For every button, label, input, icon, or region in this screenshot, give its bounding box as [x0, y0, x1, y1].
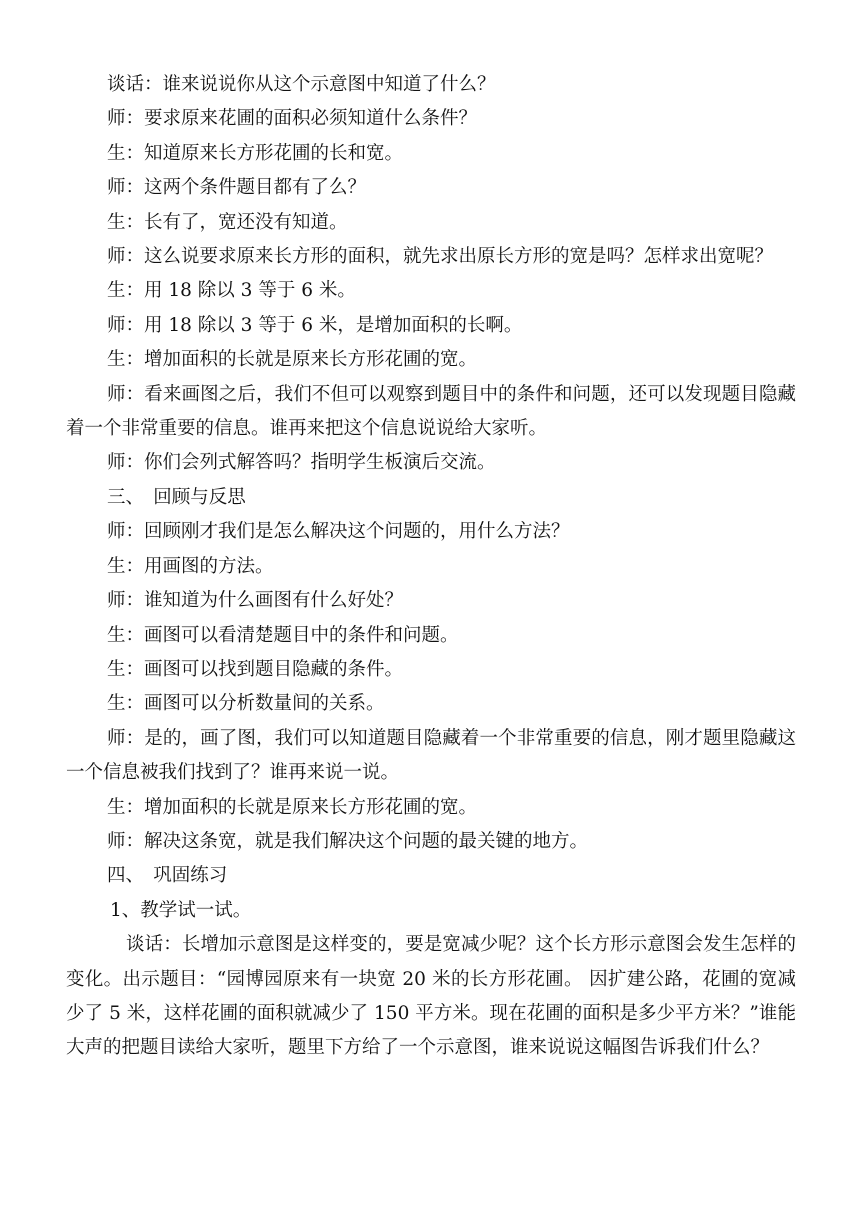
paragraph: 师：这么说要求原来长方形的面积，就先求出原长方形的宽是吗？怎样求出宽呢？: [107, 246, 774, 268]
document-body: [66, 68, 796, 1066]
paragraph: 生：增加面积的长就是原来长方形花圃的宽。: [107, 796, 478, 818]
subsection-heading: 1、教学试一试。: [110, 899, 252, 921]
paragraph: 生：画图可以分析数量间的关系。: [107, 693, 385, 715]
paragraph: 生：增加面积的长就是原来长方形花圃的宽。: [107, 349, 478, 371]
section-heading: 四、 巩固练习: [107, 865, 228, 887]
paragraph: 师：这两个条件题目都有了么？: [107, 177, 367, 199]
paragraph: 生：用 18 除以 3 等于 6 米。: [107, 280, 356, 302]
paragraph: 谈话：长增加示意图是这样变的，要是宽减少呢？这个长方形示意图会发生怎样的变化。出示题目：“园博园原来有一块宽 20 米的长方形花圃。 因扩建公路，花圃的宽减少了 5 米，这样花圃的面积就减少了 150 平方米。现在花圃的面积是多少平方米？”谁能大声的把题目读给大家听，题里下方给了一个示意图，谁来说说这幅图告诉我们什么？: [66, 934, 796, 1059]
paragraph: 生：长有了，宽还没有知道。: [107, 211, 348, 233]
paragraph: 师：回顾刚才我们是怎么解决这个问题的，用什么方法？: [107, 521, 570, 543]
paragraph: 谈话：谁来说说你从这个示意图中知道了什么？: [107, 74, 496, 95]
paragraph: 师：你们会列式解答吗？指明学生板演后交流。: [107, 452, 496, 474]
paragraph: 生：用画图的方法。: [107, 555, 274, 577]
paragraph: 师：解决这条宽，就是我们解决这个问题的最关键的地方。: [107, 830, 589, 852]
paragraph: 生：知道原来长方形花圃的长和宽。: [107, 142, 404, 164]
paragraph: 师：要求原来花圃的面积必须知道什么条件？: [107, 108, 478, 130]
paragraph: 师：是的，画了图，我们可以知道题目隐藏着一个非常重要的信息，刚才题里隐藏这一个信息被我们找到了？谁再来说一说。: [66, 727, 796, 784]
paragraph: 生：画图可以看清楚题目中的条件和问题。: [107, 624, 459, 646]
paragraph: 师：谁知道为什么画图有什么好处？: [107, 590, 404, 612]
section-heading: 三、 回顾与反思: [107, 486, 246, 508]
paragraph: 师：看来画图之后，我们不但可以观察到题目中的条件和问题，还可以发现题目隐藏着一个非常重要的信息。谁再来把这个信息说说给大家听。: [66, 383, 796, 440]
paragraph: 师：用 18 除以 3 等于 6 米，是增加面积的长啊。: [107, 314, 523, 336]
paragraph: 生：画图可以找到题目隐藏的条件。: [107, 658, 404, 680]
